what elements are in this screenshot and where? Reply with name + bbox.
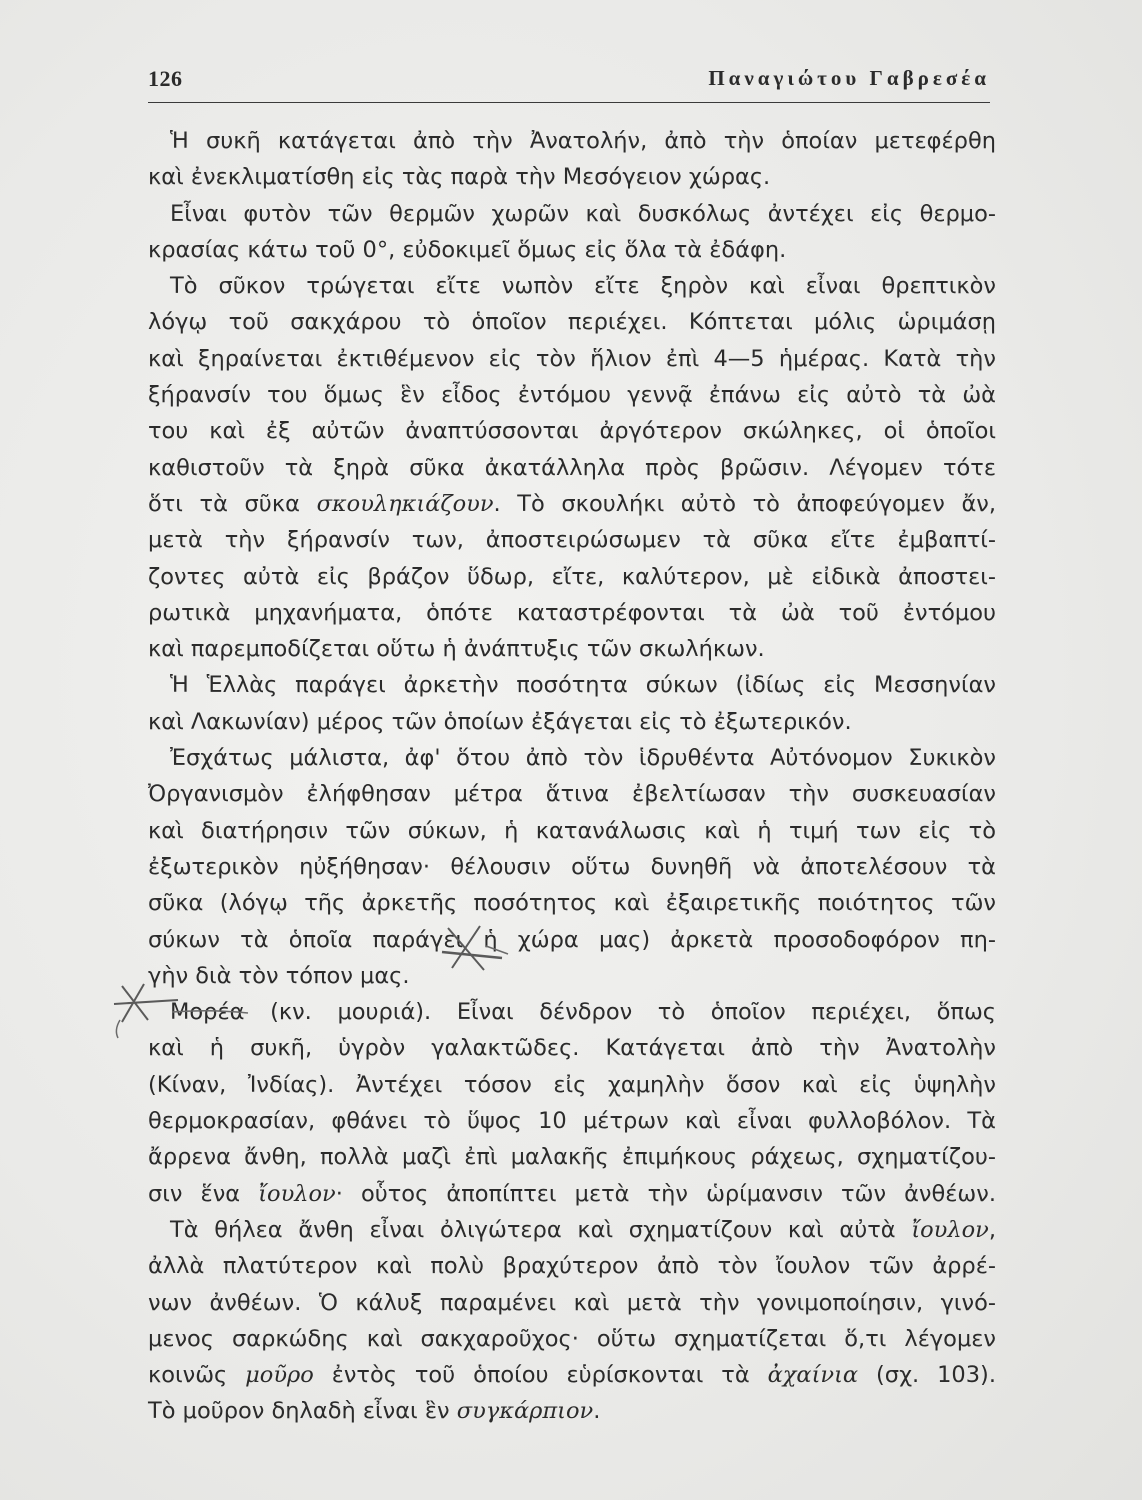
text-run: καὶ ξηραίνεται ἐκτιθέμενον εἰς τὸν ἥλιον ἐπὶ 4—5 ἡμέρας. Κατὰ τὴν [148,345,996,372]
text-line [148,922,996,958]
text-run: ἐντὸς τοῦ ὁποίου εὑρίσκονται τὰ [313,1362,768,1389]
text-line [148,559,996,595]
running-head: Παναγιώτου Γαβρεσέα [708,66,990,90]
text-line [148,1030,996,1066]
text-run: Μορέα (κν. μουριά). Εἶναι δένδρον τὸ ὁποῖον περιέχει, ὅπως [170,999,996,1026]
text-line [148,232,996,268]
text-line [148,413,996,449]
text-line [148,1176,996,1212]
text-line [148,776,996,812]
text-line [148,667,996,703]
text-run: καὶ διατήρησιν τῶν σύκων, ἡ κατανάλωσις καὶ ἡ τιμή των εἰς τὸ [148,817,996,844]
text-line [148,1212,996,1248]
text-line [148,1393,996,1429]
text-line [148,1357,996,1393]
text-run: νων ἀνθέων. Ὁ κάλυξ παραμένει καὶ μετὰ τὴν γονιμοποίησιν, γινό- [148,1289,996,1316]
italic-term: ἴουλον [911,1216,989,1243]
text-line [148,123,996,159]
text-run: του καὶ ἐξ αὐτῶν ἀναπτύσσονται ἀργότερον σκώληκες, οἱ ὁποῖοι [148,418,996,445]
text-line [148,885,996,921]
text-run: · οὗτος ἀποπίπτει μετὰ τὴν ὡρίμανσιν τῶν ἀνθέων. [335,1180,996,1207]
text-line [148,849,996,885]
text-line [148,1285,996,1321]
text-line [148,196,996,232]
text-run: καὶ ἡ συκῆ, ὑγρὸν γαλακτῶδες. Κατάγεται ἀπὸ τὴν Ἀνατολὴν [148,1035,996,1062]
text-run: ἀλλὰ πλατύτερον καὶ πολὺ βραχύτερον ἀπὸ τὸν ἴουλον τῶν ἀρρέ- [148,1253,996,1280]
text-run: σῦκα (λόγῳ τῆς ἀρκετῆς ποσότητος καὶ ἐξαιρετικῆς ποιότητος τῶν [148,890,996,917]
italic-term: σκουληκιάζουν [316,490,494,517]
text-run: καθιστοῦν τὰ ξηρὰ σῦκα ἀκατάλληλα πρὸς βρῶσιν. Λέγομεν τότε [148,454,996,481]
text-line [148,341,996,377]
text-run: ὅτι τὰ σῦκα [148,490,317,517]
text-run: θερμοκρασίαν, φθάνει τὸ ὕψος 10 μέτρων καὶ εἶναι φυλλοβόλον. Τὰ [148,1108,996,1135]
italic-term: μοῦρο [245,1362,314,1389]
italic-term: ἴουλον [258,1180,336,1207]
text-run: (Κίναν, Ἰνδίας). Ἀντέχει τόσον εἰς χαμηλὴν ὅσον καὶ εἰς ὑψηλὴν [148,1071,996,1098]
text-line [148,486,996,522]
text-run: μενος σαρκώδης καὶ σακχαροῦχος· οὕτω σχηματίζεται ὅ,τι λέγομεν [148,1325,996,1352]
text-run: , [988,1216,996,1243]
page-number: 126 [148,66,183,91]
text-run: Ὀργανισμὸν ἐλήφθησαν μέτρα ἅτινα ἐβελτίωσαν τὴν συσκευασίαν [148,781,996,808]
text-run: καὶ παρεμποδίζεται οὕτω ἡ ἀνάπτυξις τῶν σκωλήκων. [148,636,765,663]
text-run: ξήρανσίν του ὅμως ἓν εἶδος ἐντόμου γεννᾷ ἐπάνω εἰς αὐτὸ τὰ ὠὰ [148,382,996,409]
italic-term: συγκάρπιον [456,1398,594,1425]
text-line [148,1321,996,1357]
text-run: Τὸ μοῦρον δηλαδὴ εἶναι ἓν [148,1398,457,1425]
text-run: ἄρρενα ἄνθη, πολλὰ μαζὶ ἐπὶ μαλακῆς ἐπιμήκους ράχεως, σχηματίζου- [148,1144,996,1171]
text-run: . Τὸ σκουλήκι αὐτὸ τὸ ἀποφεύγομεν ἄν, [493,490,996,517]
text-line [148,1139,996,1175]
text-line [148,595,996,631]
text-line [148,522,996,558]
text-run: Ἐσχάτως μάλιστα, ἀφ' ὅτου ἀπὸ τὸν ἱδρυθέντα Αὐτόνομον Συκικὸν [170,745,996,772]
text-line [148,1248,996,1284]
text-run: ρωτικὰ μηχανήματα, ὁπότε καταστρέφονται τὰ ὠὰ τοῦ ἐντόμου [148,599,996,626]
text-line [148,740,996,776]
text-line [148,268,996,304]
text-line [148,631,996,667]
text-run: Ἡ συκῆ κατάγεται ἀπὸ τὴν Ἀνατολήν, ἀπὸ τὴν ὁποίαν μετεφέρθη [170,128,996,154]
text-line [148,450,996,486]
text-run: γὴν διὰ τὸν τόπον μας. [148,962,410,989]
text-run: μετὰ τὴν ξήρανσίν των, ἀποστειρώσωμεν τὰ σῦκα εἴτε ἐμβαπτί- [148,527,996,554]
text-run: Τὸ σῦκον τρώγεται εἴτε νωπὸν εἴτε ξηρὸν καὶ εἶναι θρεπτικὸν [170,273,996,300]
text-line [148,958,996,994]
text-run: κοινῶς [148,1362,246,1389]
text-run: κρασίας κάτω τοῦ 0°, εὐδοκιμεῖ ὅμως εἰς ὅλα τὰ ἐδάφη. [148,236,787,263]
text-line [148,1103,996,1139]
text-line [148,377,996,413]
text-run: (σχ. 103). [858,1362,996,1389]
text-run: . [593,1398,601,1425]
body-text [148,123,996,1430]
text-run: σύκων τὰ ὁποῖα παράγει ἡ χώρα μας) ἀρκετὰ προσοδοφόρον πη- [148,926,996,953]
text-run: λόγῳ τοῦ σακχάρου τὸ ὁποῖον περιέχει. Κόπτεται μόλις ὡριμάσῃ [148,309,996,336]
text-run: Εἶναι φυτὸν τῶν θερμῶν χωρῶν καὶ δυσκόλως ἀντέχει εἰς θερμο- [170,200,996,227]
text-run: καὶ ἐνεκλιματίσθη εἰς τὰς παρὰ τὴν Μεσόγειον χώρας. [148,164,771,191]
page-header [148,64,990,103]
text-line [148,304,996,340]
text-line [148,994,996,1030]
text-line [148,159,996,195]
text-run: ἐξωτερικὸν ηὐξήθησαν· θέλουσιν οὕτω δυνηθῆ νὰ ἀποτελέσουν τὰ [148,853,996,880]
text-run: Ἡ Ἑλλὰς παράγει ἀρκετὴν ποσότητα σύκων (ἰδίως εἰς Μεσσηνίαν [170,672,996,699]
text-line [148,704,996,740]
text-line [148,1067,996,1103]
text-run: Τὰ θήλεα ἄνθη εἶναι ὀλιγώτερα καὶ σχηματίζουν καὶ αὐτὰ [170,1216,912,1243]
text-line [148,813,996,849]
italic-term: ἀχαίνια [767,1362,859,1389]
text-run: ζοντες αὐτὰ εἰς βράζον ὕδωρ, εἴτε, καλύτερον, μὲ εἰδικὰ ἀποστει- [148,563,996,590]
text-run: καὶ Λακωνίαν) μέρος τῶν ὁποίων ἐξάγεται εἰς τὸ ἐξωτερικόν. [148,708,852,735]
text-run: σιν ἕνα [148,1180,259,1207]
